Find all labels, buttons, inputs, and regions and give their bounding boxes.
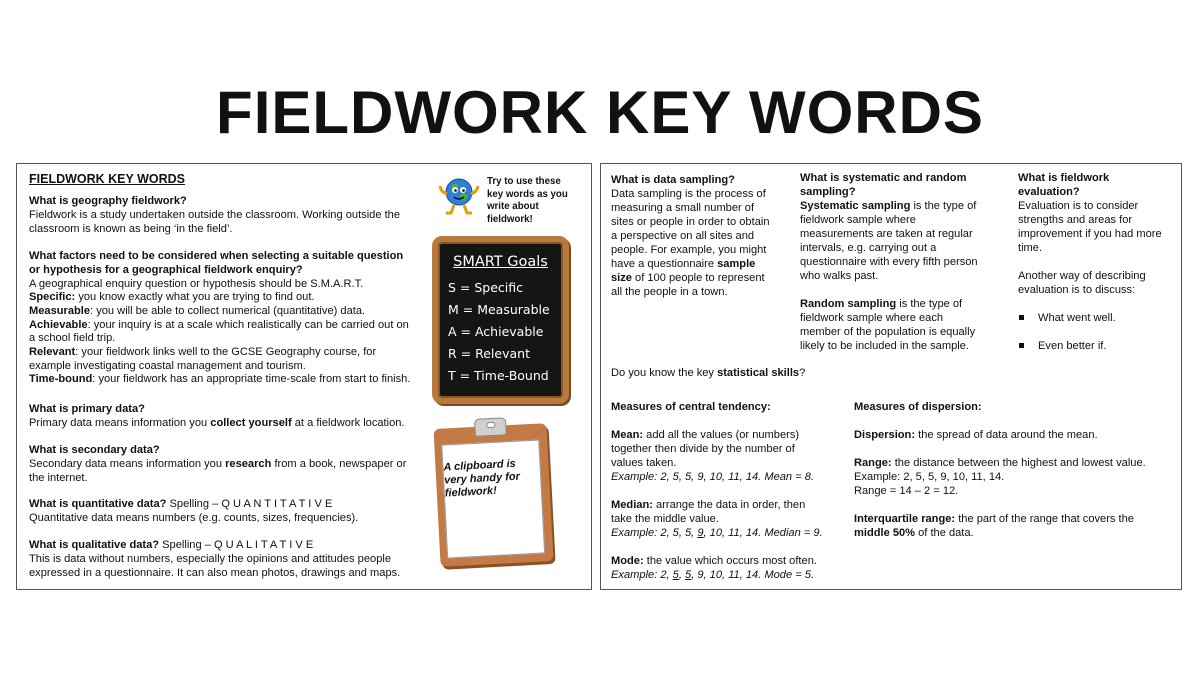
random-line2: fieldwork sample where each	[800, 312, 944, 324]
sampling-line7-bold: size	[611, 272, 632, 284]
median-label: Median:	[611, 499, 653, 511]
iqr-text2: of the data.	[915, 527, 974, 539]
sampling-line1: Data sampling is the process of	[611, 188, 766, 200]
qualitative-question	[29, 539, 313, 553]
bullet-what-went-well	[1019, 312, 1116, 326]
geo-question: What is geography fieldwork?	[29, 195, 187, 207]
smart-title: SMART Goals	[453, 254, 548, 270]
secondary-answer-pre: Secondary data means information you	[29, 458, 226, 470]
eval-question-line1: What is fieldwork	[1018, 172, 1110, 184]
median-line1-text: arrange the data in order, then	[652, 499, 806, 511]
range-example: Example: 2, 5, 5, 9, 10, 11, 14.	[854, 471, 1005, 483]
factors-question-line1: What factors need to be considered when selecting a suitable question	[29, 250, 404, 262]
achievable-line2: a school field trip.	[29, 332, 116, 344]
sampling-line5: people. For example, you might	[611, 244, 767, 256]
smart-m: M = Measurable	[448, 302, 550, 317]
measurable-label: Measurable	[29, 305, 91, 317]
quantitative-question	[29, 498, 332, 512]
dispersion-label: Dispersion:	[854, 429, 916, 441]
range-line	[854, 457, 1146, 471]
geo-answer-line1: Fieldwork is a study undertaken outside the classroom. Working outside the	[29, 209, 401, 221]
specific-line	[29, 291, 315, 305]
range-text: the distance between the highest and lowest value.	[891, 457, 1146, 469]
mode-line1	[611, 555, 817, 569]
median-line1	[611, 499, 805, 513]
stat-post: ?	[799, 367, 806, 379]
sampling-line2: measuring a small number of	[611, 202, 755, 214]
stat-pre: Do you know the key	[611, 367, 718, 379]
eval-other-line2: evaluation is to discuss:	[1018, 284, 1136, 296]
achievable-text: : your inquiry is at a scale which realistically can be carried out on	[87, 319, 409, 331]
mean-label: Mean:	[611, 429, 644, 441]
iqr-text: the part of the range that covers the	[955, 513, 1134, 525]
mean-line2: together then divide by the number of	[611, 443, 795, 455]
sysrand-question-line2: sampling?	[800, 186, 856, 198]
sampling-line6	[611, 258, 755, 272]
statistical-skills-question	[611, 367, 805, 381]
secondary-answer-line2: the internet.	[29, 472, 88, 484]
smart-s: S = Specific	[448, 280, 524, 295]
qualitative-question-text: What is qualitative data?	[29, 539, 160, 551]
eval-other-line1: Another way of describing	[1018, 270, 1146, 282]
bullet-square-icon	[1019, 343, 1024, 348]
specific-label: Specific:	[29, 291, 76, 303]
secondary-answer	[29, 458, 406, 472]
sysrand-question-line1: What is systematic and random	[800, 172, 967, 184]
eval-line4: time.	[1018, 242, 1043, 254]
sampling-line7	[611, 272, 765, 286]
mode-ex-underlined2: 5	[685, 569, 692, 581]
random-line4: likely to be included in the sample.	[800, 340, 969, 352]
primary-answer-bold: collect yourself	[210, 417, 292, 429]
factors-answer: A geographical enquiry question or hypothesis should be S.M.A.R.T.	[29, 278, 364, 290]
eval-line1: Evaluation is to consider	[1018, 200, 1139, 212]
mean-line3: values taken.	[611, 457, 677, 469]
geo-answer-line2: classroom is known as being ‘in the field’.	[29, 223, 233, 235]
median-line2: take the middle value.	[611, 513, 719, 525]
smart-r: R = Relevant	[448, 346, 530, 361]
range-label: Range:	[854, 457, 892, 469]
sampling-line6-bold: sample	[717, 258, 756, 270]
page-title: FIELDWORK KEY WORDS	[216, 79, 984, 146]
iqr-line1	[854, 513, 1134, 527]
relevant-line2: example investigating coastal management and tourism.	[29, 360, 306, 372]
left-panel	[16, 163, 592, 590]
secondary-answer-post: from a book, newspaper or	[271, 458, 407, 470]
sampling-line4: a perspective on all sites and	[611, 230, 755, 242]
factors-question-line2: or hypothesis for a geographical fieldwork enquiry?	[29, 264, 303, 276]
systematic-line1	[800, 200, 976, 214]
mean-line1-text: add all the values (or numbers)	[643, 429, 800, 441]
relevant-text: : your fieldwork links well to the GCSE Geography course, for	[75, 346, 377, 358]
quantitative-answer: Quantitative data means numbers (e.g. counts, sizes, frequencies).	[29, 512, 359, 524]
mode-ex-underlined1: 5	[672, 569, 679, 581]
eval-question-line2: evaluation?	[1018, 186, 1080, 198]
sampling-line3: sites or people in order to obtain	[611, 216, 770, 228]
achievable-label: Achievable	[29, 319, 88, 331]
primary-answer	[29, 417, 405, 431]
qualitative-answer-line2: expressed in a questionnaire. It can also mean photos, drawings and maps.	[29, 567, 401, 579]
smart-t: T = Time-Bound	[448, 368, 549, 383]
measurable-text: : you will be able to collect numerical (quantitative) data.	[90, 305, 366, 317]
central-tendency-heading: Measures of central tendency:	[611, 401, 771, 413]
dispersion-text: the spread of data around the mean.	[915, 429, 1098, 441]
smart-a: A = Achievable	[448, 324, 544, 339]
clipboard-clip-icon	[474, 417, 507, 437]
mean-example: Example: 2, 5, 5, 9, 10, 11, 14. Mean = 8.	[611, 471, 814, 483]
mode-example	[611, 569, 814, 583]
bullet2-text: Even better if.	[1038, 340, 1107, 352]
random-line1	[800, 298, 962, 312]
tip-text: Try to use these key words as you write about fieldwork!	[487, 176, 568, 225]
quantitative-question-text: What is quantitative data?	[29, 498, 167, 510]
clipboard-illustration	[433, 423, 553, 567]
systematic-line3: measurements are taken at regular	[800, 228, 973, 240]
stat-bold: statistical skills	[717, 367, 800, 379]
left-heading: FIELDWORK KEY WORDS	[29, 172, 186, 186]
globe-mascot-icon	[437, 172, 483, 218]
mode-line1-text: the value which occurs most often.	[643, 555, 817, 567]
iqr-label: Interquartile range:	[854, 513, 956, 525]
timebound-text: : your fieldwork has an appropriate time-scale from start to finish.	[92, 373, 411, 385]
mode-ex-post: , 9, 10, 11, 14. Mode = 5.	[691, 569, 815, 581]
random-line1-post: is the type of	[896, 298, 963, 310]
dispersion-heading: Measures of dispersion:	[854, 401, 982, 413]
eval-line2: strengths and areas for	[1018, 214, 1133, 226]
primary-answer-post: at a fieldwork location.	[291, 417, 405, 429]
systematic-line2: fieldwork sample where	[800, 214, 916, 226]
random-label: Random sampling	[800, 298, 897, 310]
random-line3: member of the population is equally	[800, 326, 976, 338]
quantitative-spelling: Spelling – Q U A N T I T A T I V E	[166, 498, 333, 510]
median-ex-pre: Example: 2, 5, 5,	[611, 527, 698, 539]
sampling-line7-post: of 100 people to represent	[631, 272, 765, 284]
achievable-line	[29, 319, 409, 333]
measurable-line	[29, 305, 365, 319]
timebound-label: Time-bound	[29, 373, 93, 385]
specific-text: you know exactly what you are trying to find out.	[75, 291, 315, 303]
systematic-line6: who walks past.	[800, 270, 879, 282]
smart-goals-chalkboard	[432, 236, 569, 404]
secondary-answer-bold: research	[225, 458, 272, 470]
eval-line3: improvement if you had more	[1018, 228, 1162, 240]
bullet-even-better-if	[1019, 340, 1106, 354]
mode-ex-mid: ,	[678, 569, 686, 581]
relevant-label: Relevant	[29, 346, 76, 358]
range-calculation: Range = 14 – 2 = 12.	[854, 485, 959, 497]
mean-line1	[611, 429, 799, 443]
primary-question: What is primary data?	[29, 403, 145, 415]
secondary-question: What is secondary data?	[29, 444, 160, 456]
bullet1-text: What went well.	[1038, 312, 1116, 324]
systematic-line5: questionnaire with every fifth person	[800, 256, 978, 268]
sampling-line8: all the people in a town.	[611, 286, 728, 298]
sampling-question: What is data sampling?	[611, 174, 735, 186]
qualitative-spelling: Spelling – Q U A L I T A T I V E	[159, 539, 314, 551]
dispersion-line	[854, 429, 1098, 443]
systematic-label: Systematic sampling	[800, 200, 911, 212]
mode-ex-pre: Example: 2,	[611, 569, 673, 581]
right-panel	[600, 163, 1182, 590]
median-ex-post: , 10, 11, 14. Median = 9.	[703, 527, 823, 539]
iqr-bold: middle 50%	[854, 527, 916, 539]
qualitative-answer-line1: This is data without numbers, especially the opinions and attitudes people	[29, 553, 391, 565]
primary-answer-pre: Primary data means information you	[29, 417, 211, 429]
relevant-line	[29, 346, 376, 360]
iqr-line2	[854, 527, 974, 541]
clipboard-text: A clipboard is very handy for fieldwork!	[443, 457, 521, 500]
systematic-line4: intervals, e.g. carrying out a	[800, 242, 937, 254]
median-example	[611, 527, 823, 541]
mode-label: Mode:	[611, 555, 644, 567]
timebound-line	[29, 373, 410, 387]
bullet-square-icon	[1019, 315, 1024, 320]
median-ex-underlined: 9	[697, 527, 704, 539]
systematic-line1-post: is the type of	[910, 200, 977, 212]
sampling-line6-pre: have a questionnaire	[611, 258, 718, 270]
